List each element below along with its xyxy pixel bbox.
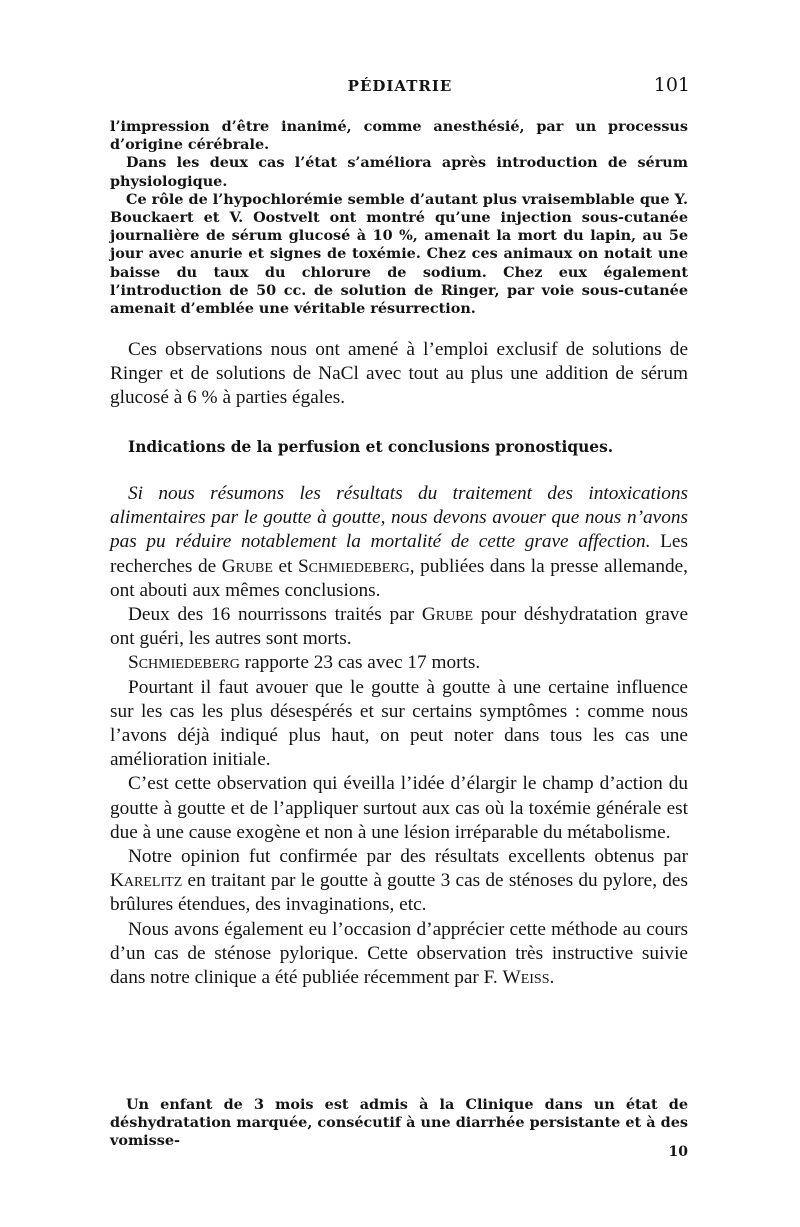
- author-schmiedeberg-2: Schmiedeberg: [128, 652, 240, 674]
- author-grube-2: Grube: [421, 604, 474, 626]
- body-paragraph-2: [110, 603, 688, 651]
- observations-paragraph: Ces observations nous ont amené à l’emploi exclusif de solutions de Ringer et de solutions de NaCl avec tout au plus une addition de sérum glucosé à 6 % à parties égales.: [110, 339, 688, 409]
- top-paragraph-3: Ce rôle de l’hypochlorémie semble d’autant plus vraisemblable que Y. Bouckaert et V. Oostvelt ont montré qu’une injection sous-cutanée journalière de sérum glucosé à 10 %, amenait la mort du lapin, au 5e jour avec anurie et signes de toxémie. Chez ces animaux on notait une baisse du taux du chlorure de sodium. Chez eux également l’introduction de 50 cc. de solution de Ringer, par voie sous-cutanée amenait d’emblée une véritable résurrection.: [110, 190, 688, 318]
- body-paragraph-6: [110, 845, 688, 918]
- author-weiss: Weiss: [502, 967, 550, 989]
- author-schmiedeberg: Schmiedeberg: [297, 555, 410, 577]
- running-title: PÉDIATRIE: [347, 77, 453, 95]
- body-paragraph-1: [110, 482, 688, 603]
- body-paragraph-4: Pourtant il faut avouer que le goutte à goutte à une certaine influence sur les cas les plus désespérés et sur certains symptômes : comme nous l’avons déjà indiqué plus haut, on peut noter dans tous les cas une amélioration initiale.: [110, 676, 688, 771]
- body-p1-italic: Si nous résumons les résultats du traitement des intoxications alimentaires par le goutte à goutte, nous devons avouer que nous n’avons pas pu réduire notablement la mortalité de cette grave affection.: [110, 483, 688, 553]
- author-karelitz: Karelitz: [110, 870, 183, 892]
- top-small-text: [110, 118, 688, 318]
- body-text: [110, 482, 688, 990]
- page-header: [110, 74, 690, 98]
- page-number: 101: [653, 74, 690, 96]
- body-p2-a: Deux des 16 nourrissons traités par: [128, 604, 422, 626]
- top-paragraph-2: Dans les deux cas l’état s’améliora après introduction de sérum physiologique.: [110, 154, 688, 190]
- observations-block: [110, 338, 688, 411]
- bottom-small-text: [110, 1096, 688, 1151]
- bottom-paragraph: Un enfant de 3 mois est admis à la Clinique dans un état de déshydratation marquée, consécutif à une diarrhée persistante et à des vomisse-: [110, 1096, 688, 1150]
- body-paragraph-7: [110, 918, 688, 991]
- author-grube: Grube: [221, 555, 273, 577]
- body-paragraph-3: [110, 651, 688, 675]
- body-p3-rest: rapporte 23 cas avec 17 morts.: [239, 652, 481, 674]
- body-p2-b: pour déshydratation grave ont guéri, les autres sont morts.: [110, 604, 689, 650]
- body-p6-b: en traitant par le goutte à goutte 3 cas de sténoses du pylore, des brûlures étendues, des invaginations, etc.: [110, 870, 688, 916]
- body-p1-rest-c: , publiées dans la presse allemande, ont abouti aux mêmes conclusions.: [110, 555, 688, 601]
- top-paragraph-1: l’impression d’être inanimé, comme anesthésié, par un processus d’origine cérébrale.: [110, 118, 688, 154]
- body-p7-a: Nous avons également eu l’occasion d’apprécier cette méthode au cours d’un cas de sténose pylorique. Cette observation très instructive suivie dans notre clinique a été publiée récemment par F.: [110, 918, 688, 989]
- section-heading: Indications de la perfusion et conclusions pronostiques.: [128, 438, 614, 456]
- body-p1-rest-b: et: [272, 555, 298, 577]
- signature-mark: 10: [668, 1144, 688, 1160]
- body-p7-b: .: [549, 967, 555, 989]
- body-p6-a: Notre opinion fut confirmée par des résultats excellents obtenus par: [128, 846, 688, 868]
- body-p1-rest-a: Les recherches de: [110, 531, 688, 577]
- body-paragraph-5: C’est cette observation qui éveilla l’idée d’élargir le champ d’action du goutte à goutte et de l’appliquer surtout aux cas où la toxémie générale est due à une cause exogène et non à une lésion irréparable du métabolisme.: [110, 773, 688, 843]
